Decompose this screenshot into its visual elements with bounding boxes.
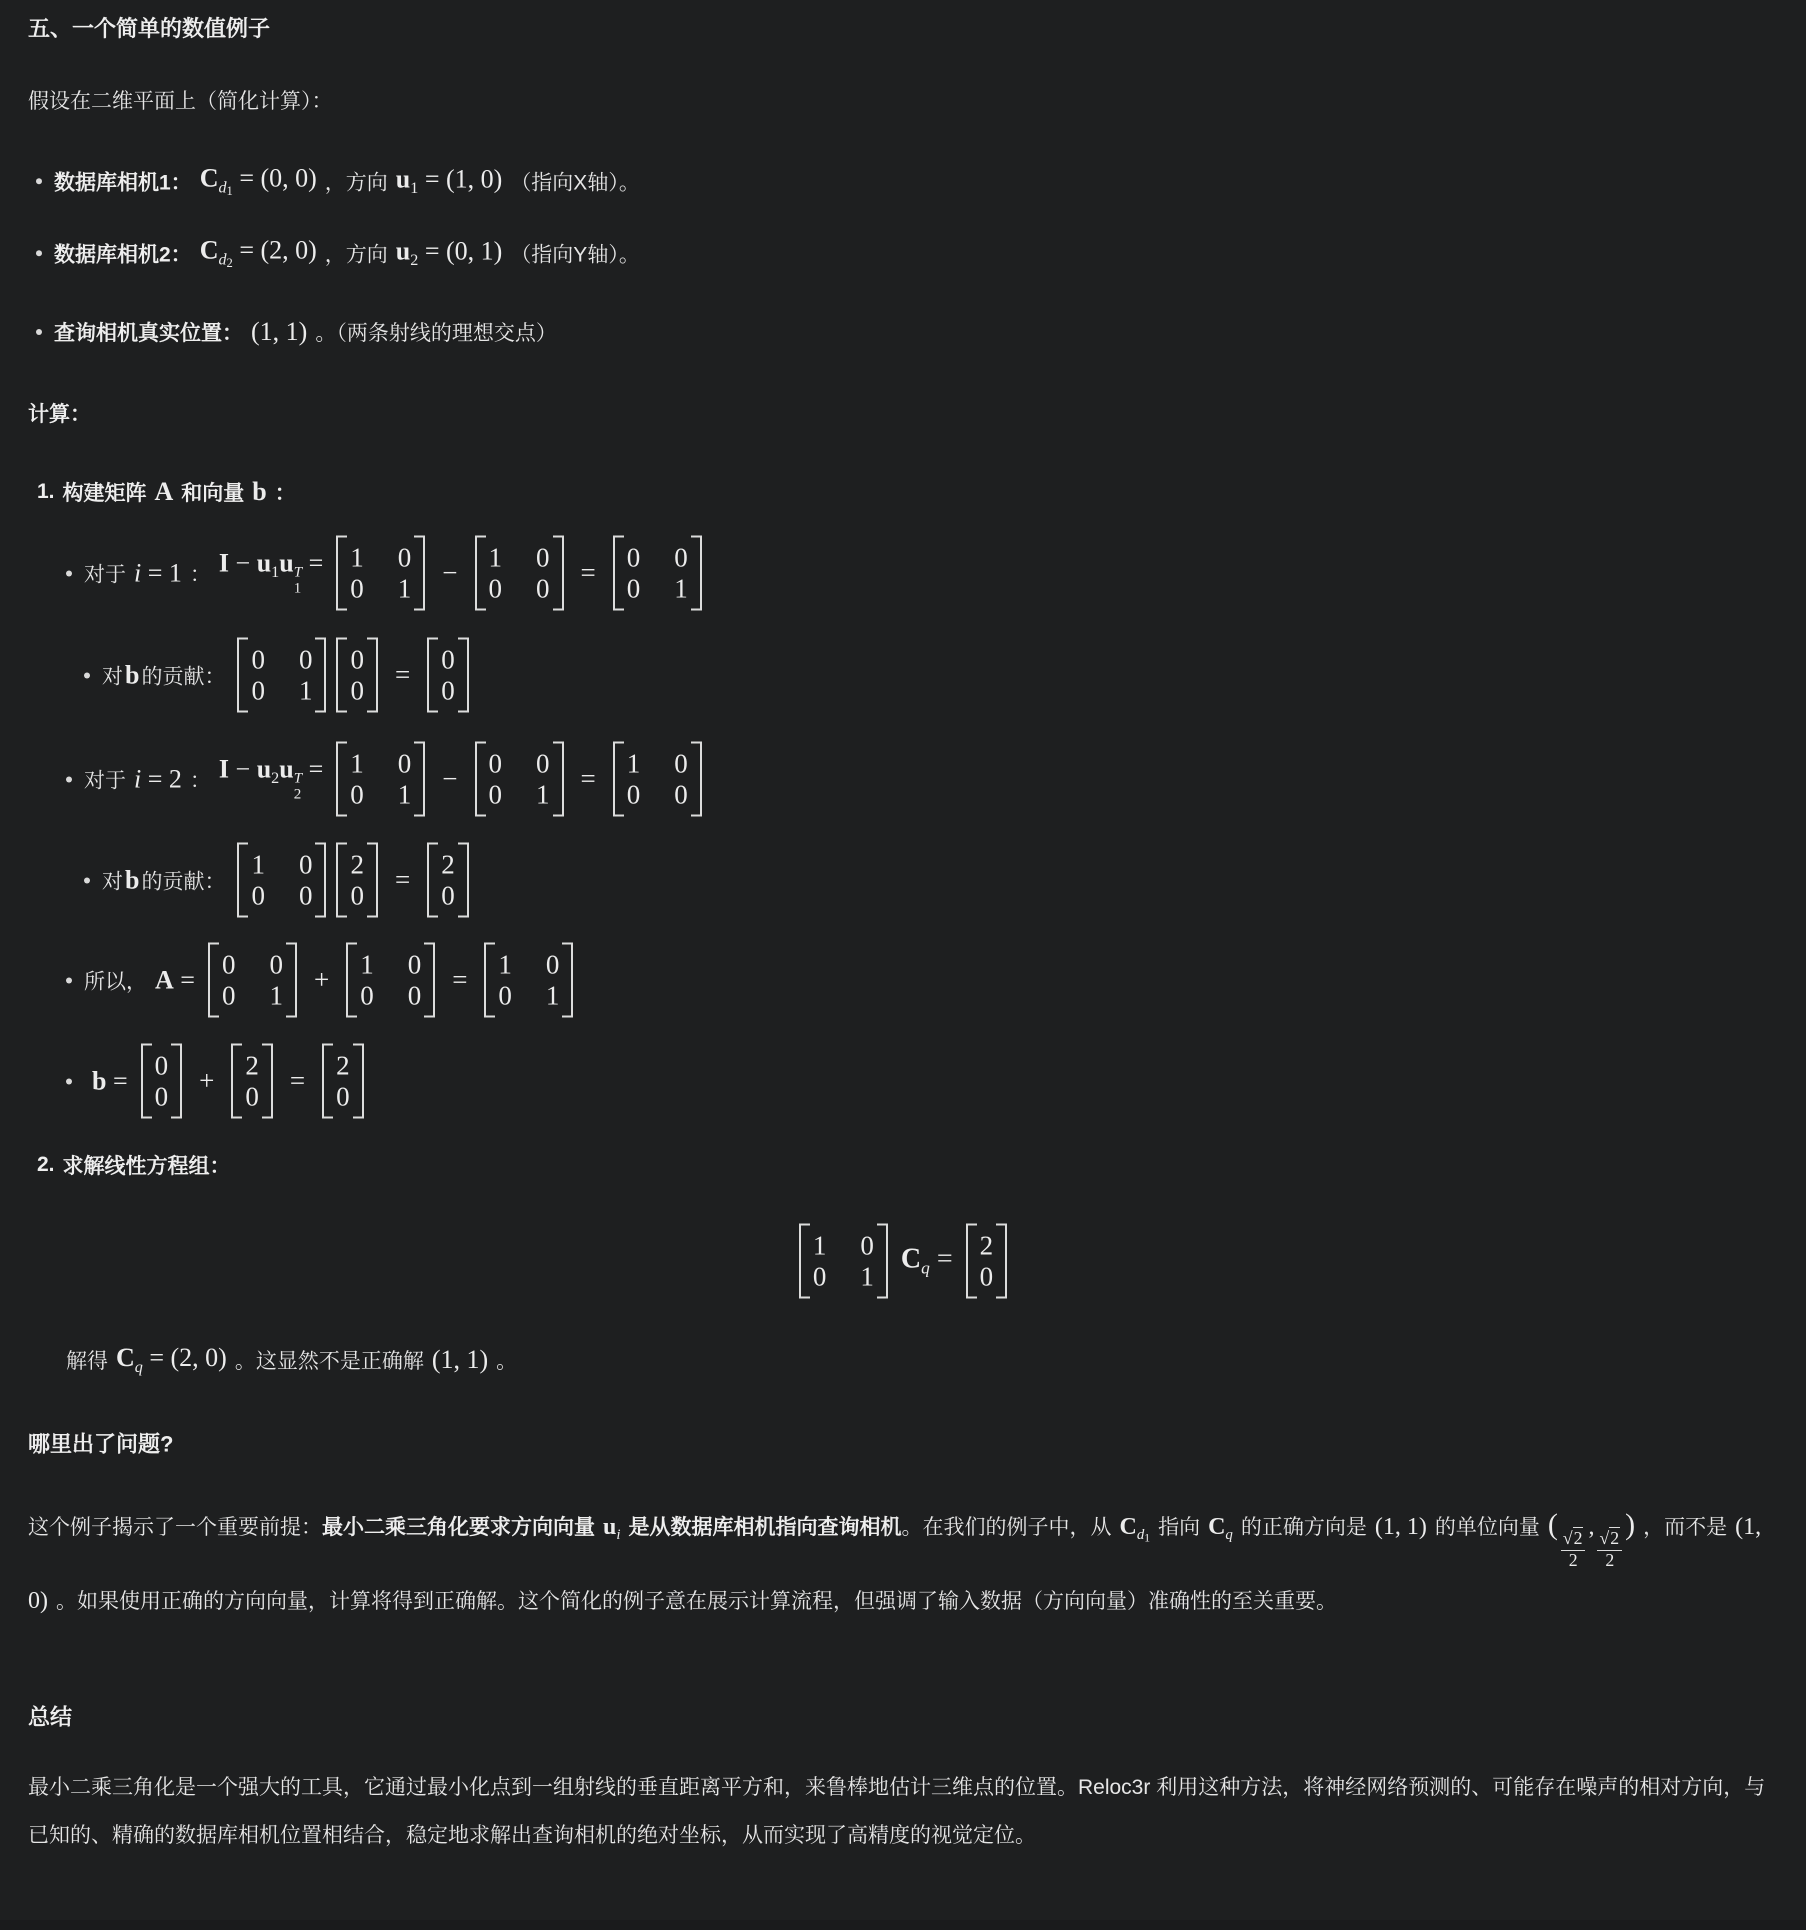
i1-pre: 对于 <box>84 563 126 586</box>
equals-operator: = <box>580 557 596 588</box>
soA-pre: 所以， <box>84 970 147 993</box>
p1-text6: ，而不是 <box>1643 1516 1728 1539</box>
math-ui: $u_i$ <box>603 1514 621 1544</box>
equals-operator: = <box>394 864 411 895</box>
bullet-camera1 <box>36 163 640 198</box>
step1-colon: ： <box>274 482 296 505</box>
matrix-uuT-2: 0 0 0 1 <box>475 742 564 817</box>
bullet-dot <box>36 250 42 256</box>
summary-paragraph: 最小二乘三角化是一个强大的工具，它通过最小化点到一组射线的垂直距离平方和，来鲁棒地估计三维点的位置。Reloc3r 利用这种方法，将神经网络预测的、可能存在噪声的相对方向，与已知的、精确的数据库相机位置相结合，稳定地求解出查询相机的绝对坐标，从而实现了高精度的视觉定位。 <box>28 1776 1766 1847</box>
bc2-post: 的贡献： <box>141 870 226 893</box>
vector-b-final: 2 0 <box>966 1224 1008 1299</box>
calc-label: 计算： <box>28 403 91 426</box>
math-b: b <box>125 660 140 689</box>
step1-heading <box>37 477 296 507</box>
section-heading: 五、一个简单的数值例子 <box>28 16 271 41</box>
step2-heading <box>37 1150 231 1180</box>
vector-b-term2: 2 0 <box>231 1044 273 1119</box>
plus-operator: + <box>313 964 330 995</box>
p1-text5: 的单位向量 <box>1434 1516 1540 1539</box>
math-i-eq-1: i = 1 <box>134 558 182 587</box>
question-heading: 哪里出了问题? <box>28 1431 174 1457</box>
i1-colon: ： <box>189 563 211 586</box>
explanation-paragraph <box>28 1495 1778 1632</box>
equals-operator: = <box>580 763 596 794</box>
vector-result-2: 2 0 <box>427 843 469 918</box>
camera2-mid: ，方向 <box>324 243 388 266</box>
matrix-A-result: 1 0 0 1 <box>484 943 573 1018</box>
camera1-tail: （指向X轴）。 <box>510 171 640 194</box>
bottom-divider <box>0 1920 1806 1930</box>
result-mid: 。这显然不是正确解 <box>234 1349 424 1373</box>
line-b-contrib-2 <box>84 843 474 918</box>
matrix-A-term2: 1 0 0 0 <box>346 943 435 1018</box>
step2-text: 求解线性方程组： <box>62 1155 231 1178</box>
math-c-d2: $C_{d2} = (2$, 0) <box>199 235 317 270</box>
matrix-identity: 1 0 0 1 <box>336 742 425 817</box>
math-true-solution: (1, 1) <box>431 1344 489 1374</box>
matrix-uuT-1: 1 0 0 0 <box>475 536 564 611</box>
math-b: b <box>125 865 140 894</box>
step1-text2: 和向量 <box>181 482 245 505</box>
result-line <box>66 1343 517 1377</box>
p1-text7: 。如果使用正确的方向向量，计算将得到正确解。这个简化的例子意在展示计算流程，但强调了输入数据（方向向量）准确性的至关重要。 <box>56 1589 1337 1613</box>
math-1-1: (1, 1) <box>1374 1514 1427 1540</box>
intro-text: 假设在二维平面上（简化计算）： <box>28 90 333 113</box>
math-I-minus-uuT-2: $I - u_2u$ T 2 = <box>218 754 324 803</box>
equals-operator: = <box>452 964 468 995</box>
bullet-dot <box>66 776 72 782</box>
i2-pre: 对于 <box>84 769 126 792</box>
camera2-label: 数据库相机2： <box>54 243 192 266</box>
math-1-0: (1, 0) <box>28 1514 1762 1614</box>
math-I-minus-uuT: $I - u_1u$ T 1 = <box>218 548 324 597</box>
bullet-dot <box>66 570 72 576</box>
matrix-proj-1: 0 0 0 1 <box>237 638 326 713</box>
equals-operator: = <box>394 659 411 690</box>
result-pre: 解得 <box>66 1349 108 1373</box>
step1-text1: 构建矩阵 <box>62 482 147 505</box>
camera1-mid: ，方向 <box>324 171 388 194</box>
query-label: 查询相机真实位置： <box>54 322 243 345</box>
bullet-dot <box>36 178 42 184</box>
line-i2 <box>66 742 707 817</box>
vector-b-result: 2 0 <box>322 1044 364 1119</box>
bullet-dot <box>66 977 72 983</box>
math-1-1: (1, 1) <box>251 317 308 346</box>
p1-text3: 指向 <box>1158 1516 1201 1539</box>
line-matrix-A <box>66 943 578 1018</box>
math-A: A <box>154 477 174 506</box>
matrix-result-1: 0 0 0 1 <box>613 536 702 611</box>
math-b-eq: b = <box>92 1066 128 1095</box>
math-A-eq: A = <box>155 965 195 994</box>
vector-c2: 2 0 <box>336 843 378 918</box>
math-Cq: $C_q$ <box>1208 1514 1233 1544</box>
math-u1: $u_1 = (1$, 0) <box>395 164 503 197</box>
math-u2: $u_2 = (0$, 1) <box>395 236 503 269</box>
intro-line <box>28 85 333 115</box>
bc1-pre: 对 <box>102 665 123 688</box>
matrix-identity: 1 0 0 1 <box>336 536 425 611</box>
bc2-pre: 对 <box>102 870 123 893</box>
bullet-dot <box>36 329 42 335</box>
bullet-query-camera <box>36 317 557 347</box>
p1-text4: 的正确方向是 <box>1240 1516 1367 1539</box>
query-tail: 。（两条射线的理想交点） <box>315 322 557 345</box>
matrix-result-2: 1 0 0 0 <box>613 742 702 817</box>
camera1-label: 数据库相机1： <box>54 171 192 194</box>
bullet-dot <box>66 1078 72 1084</box>
matrix-proj-2: 1 0 0 0 <box>237 843 326 918</box>
math-c-d1: $C_{d1} = (0$, 0) <box>199 163 317 198</box>
math-Cd1: $C_{d1}$ <box>1119 1514 1151 1545</box>
math-unit-vector: ( $\frac{√2}{2}$ , $\frac{√2}{2}$ ) <box>1547 1508 1636 1570</box>
math-Cq-result: $C_q = (2$, 0) <box>116 1343 227 1376</box>
p1-bold1: 最小二乘三角化要求方向向量 <box>322 1516 595 1539</box>
p1-text2: 。在我们的例子中，从 <box>901 1516 1112 1539</box>
step1-number: 1. <box>37 480 55 503</box>
p1-text1: 这个例子揭示了一个重要前提： <box>28 1516 322 1539</box>
vector-b-term1: 0 0 <box>141 1044 183 1119</box>
line-b-contrib-1 <box>84 638 474 713</box>
math-Cq: $C_q$ = <box>900 1243 953 1278</box>
line-i1 <box>66 536 707 611</box>
bullet-dot <box>84 877 90 883</box>
vector-result-1: 0 0 <box>427 638 469 713</box>
summary-heading: 总结 <box>28 1704 73 1730</box>
math-i-eq-2: i = 2 <box>134 764 182 793</box>
minus-operator: − <box>442 763 458 794</box>
bc1-post: 的贡献： <box>141 665 226 688</box>
matrix-A-final: 1 0 0 1 <box>799 1224 888 1299</box>
display-equation <box>0 1224 1806 1299</box>
equals-operator: = <box>289 1065 306 1096</box>
p1-bold2: 是从数据库相机指向查询相机 <box>628 1516 902 1539</box>
step2-number: 2. <box>37 1153 55 1176</box>
bullet-camera2 <box>36 235 640 270</box>
plus-operator: + <box>199 1065 215 1096</box>
camera2-tail: （指向Y轴）。 <box>510 243 640 266</box>
bullet-dot <box>84 672 90 678</box>
minus-operator: − <box>442 557 458 588</box>
matrix-A-term1: 0 0 0 1 <box>208 943 297 1018</box>
i2-colon: ： <box>189 769 211 792</box>
math-b: b <box>252 477 267 506</box>
line-vector-b <box>66 1044 369 1119</box>
vector-c1: 0 0 <box>336 638 378 713</box>
result-tail: 。 <box>496 1349 518 1373</box>
